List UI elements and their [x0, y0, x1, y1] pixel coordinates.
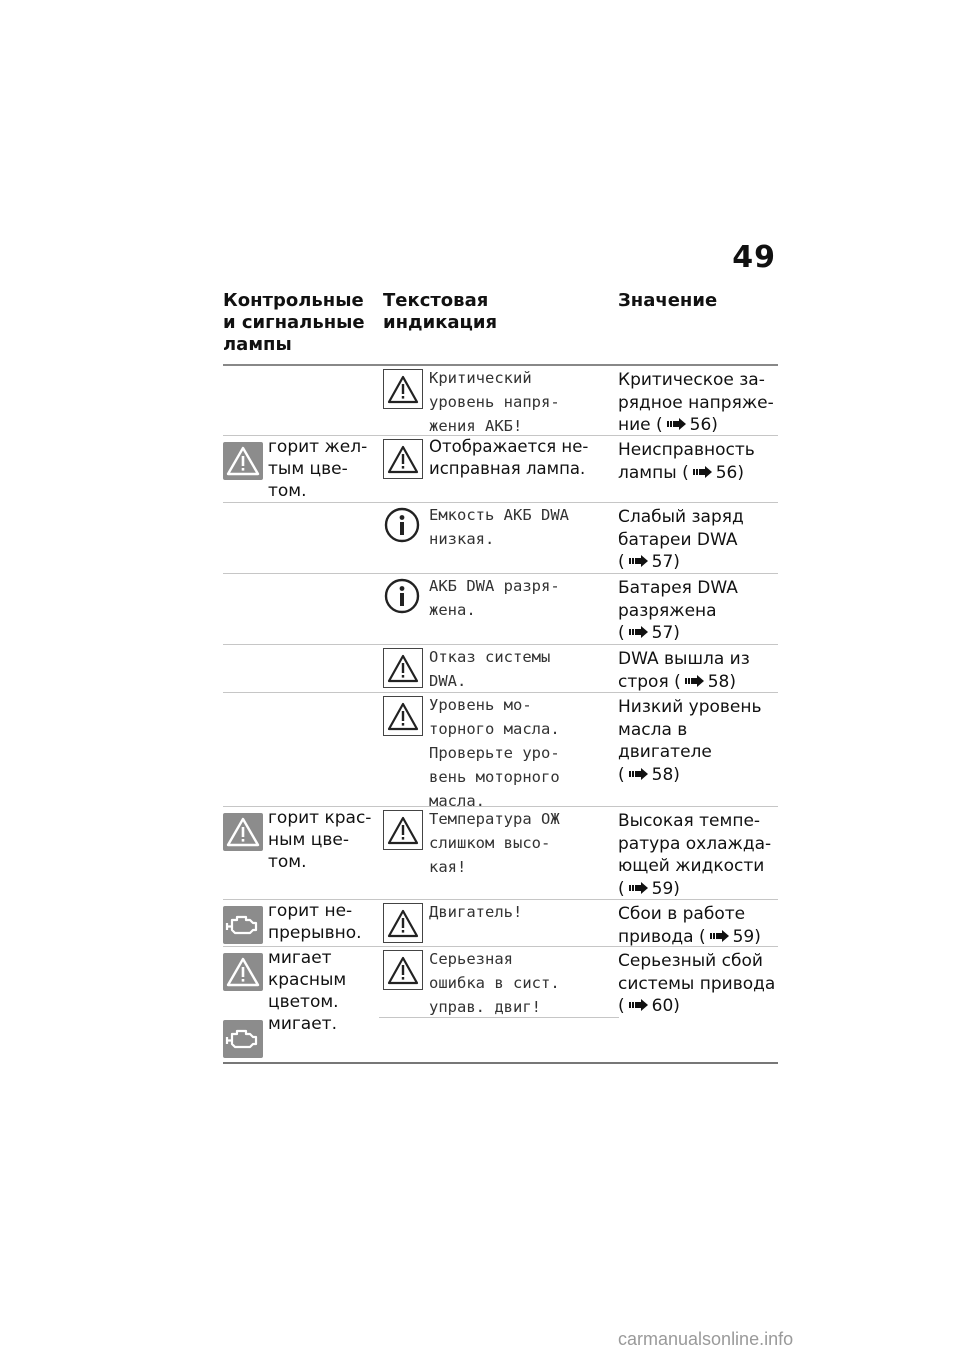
arrow-right-icon: [629, 882, 649, 894]
meaning-cell: [618, 947, 778, 1018]
page-reference[interactable]: ( 60): [618, 996, 680, 1016]
warning-triangle-icon: [383, 903, 423, 943]
table-row: [223, 366, 778, 436]
arrow-right-icon: [667, 418, 687, 430]
warning-triangle-lamp-icon: [223, 442, 263, 480]
page-reference-number: 57): [651, 623, 680, 643]
meaning-cell: [618, 574, 778, 645]
page-reference-number: 59): [651, 878, 680, 899]
lamp-status-text: мигает красным цветом.: [268, 948, 347, 1012]
page-reference-number: 56): [715, 462, 744, 483]
message-text: Температура ОЖ слишком высо- кая!: [429, 810, 560, 876]
arrow-right-icon: [629, 555, 649, 567]
meaning-cell: [618, 366, 778, 437]
page-reference[interactable]: ( 59): [698, 926, 761, 947]
meaning-text: Неисправность лампы: [618, 440, 755, 483]
table-row: [223, 574, 778, 645]
page-reference[interactable]: ( 58): [674, 671, 736, 692]
meaning-cell: [618, 900, 778, 948]
meaning-text: Слабый заряд батареи DWA: [618, 507, 744, 550]
page-reference-number: 59): [732, 926, 761, 947]
header-lamps: Контрольные и сигнальные лампы: [223, 290, 365, 355]
arrow-right-icon: [629, 768, 649, 780]
page-reference[interactable]: ( 56): [682, 462, 744, 483]
table-row: [223, 807, 778, 900]
message-text: Двигатель!: [429, 903, 523, 921]
page-reference-number: 58): [707, 671, 736, 692]
table-row: [223, 900, 778, 947]
meaning-cell: [618, 807, 778, 900]
row-divider: [379, 1017, 619, 1018]
page-reference[interactable]: ( 57): [618, 552, 680, 572]
watermark: carmanualsonline.info: [618, 1329, 794, 1349]
message-text: Критический уровень напря- жения АКБ!: [429, 369, 560, 435]
table-row: [223, 693, 778, 810]
warning-triangle-lamp-icon: [223, 813, 263, 851]
page-reference-number: 58): [651, 764, 680, 785]
info-icon: [383, 577, 423, 617]
page-reference-number: 57): [651, 552, 680, 572]
warning-triangle-icon: [383, 696, 423, 736]
arrow-right-icon: [710, 930, 730, 942]
meaning-text: DWA вышла из строя: [618, 649, 750, 692]
page-reference[interactable]: ( 56): [656, 415, 718, 435]
page-number: 49: [732, 240, 776, 275]
arrow-right-icon: [629, 999, 649, 1011]
message-text: АКБ DWA разря- жена.: [429, 577, 560, 619]
meaning-text: Батарея DWA разряжена: [618, 578, 738, 621]
lamp-status-text: горит не- прерывно.: [268, 901, 362, 943]
table-row: [223, 645, 778, 693]
page-reference[interactable]: ( 58): [618, 764, 680, 785]
info-icon: [383, 506, 423, 546]
arrow-right-icon: [685, 675, 705, 687]
header-meaning: Значение: [618, 290, 718, 311]
message-text: Емкость АКБ DWA низкая.: [429, 506, 569, 548]
arrow-right-icon: [629, 626, 649, 638]
message-text: Серьезная ошибка в сист. управ. двиг!: [429, 950, 560, 1016]
meaning-text: Низкий уровень масла в двигателе: [618, 697, 762, 762]
header-text-display: Текстовая индикация: [383, 290, 498, 333]
warning-triangle-icon: [383, 439, 423, 479]
page-reference[interactable]: ( 59): [618, 878, 680, 899]
lamp-status-text: горит жел- тым цве- том.: [268, 437, 368, 501]
page-reference-number: 56): [689, 415, 718, 435]
meaning-text: Серьезный сбой системы привода: [618, 951, 776, 994]
message-text: Отказ системы DWA.: [429, 648, 551, 690]
meaning-cell: [618, 436, 778, 484]
lamp-status-text: мигает.: [268, 1014, 337, 1034]
lamp-status-text: горит крас- ным цве- том.: [268, 808, 372, 872]
warning-triangle-icon: [383, 950, 423, 990]
meaning-text: Сбои в работе привода: [618, 904, 746, 947]
arrow-right-icon: [693, 466, 713, 478]
meaning-text: Высокая темпе- ратура охлажда- ющей жидкости: [618, 811, 772, 876]
table-row: [223, 947, 778, 1064]
table-row: [223, 436, 778, 503]
warning-triangle-icon: [383, 648, 423, 688]
engine-lamp-icon: [223, 906, 263, 944]
table-header: [223, 290, 778, 362]
engine-lamp-icon: [223, 1020, 263, 1058]
warning-triangle-icon: [383, 369, 423, 409]
indicator-table: [223, 366, 778, 1064]
warning-triangle-lamp-icon: [223, 953, 263, 991]
message-text: Уровень мо- торного масла. Проверьте уро- вень моторного масла.: [429, 696, 560, 810]
meaning-text: Критическое за- рядное напряже- ние: [618, 370, 774, 435]
message-text: Отображается не- исправная лампа.: [429, 437, 589, 478]
warning-triangle-icon: [383, 810, 423, 850]
page-reference-number: 60): [651, 996, 680, 1016]
table-row: [223, 503, 778, 574]
page-reference[interactable]: ( 57): [618, 623, 680, 643]
meaning-cell: [618, 645, 778, 693]
meaning-cell: [618, 503, 778, 574]
meaning-cell: [618, 693, 778, 786]
